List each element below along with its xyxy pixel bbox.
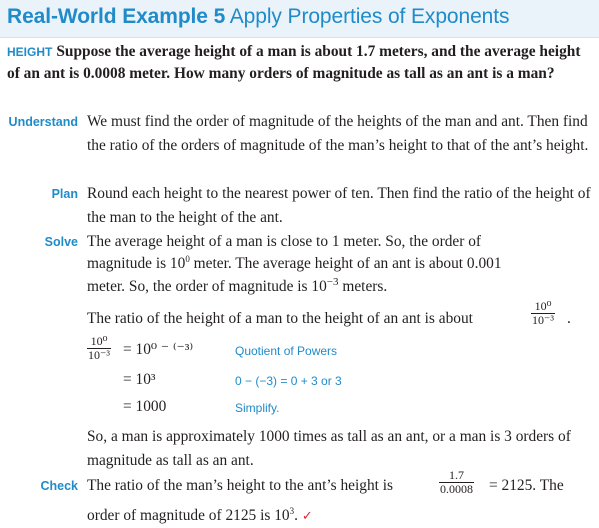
calc-step-3: = 1000 [123, 398, 167, 415]
calc-note-1: Quotient of Powers [235, 344, 338, 358]
calc-step-2: = 10³ [123, 371, 156, 388]
check-line-1b: = 2125. The [489, 477, 564, 494]
understand-text: We must find the order of magnitude of the heights of the man and ant. Then find the ratio of the orders of magnitude of the man’s height to that of the ant’s height. [87, 113, 589, 154]
check-line-2: order of magnitude of 2125 is $10^3$. ✓ [87, 505, 313, 524]
calc-fraction [87, 335, 111, 362]
example-topic: Apply Properties of Exponents [229, 5, 510, 28]
check-label: Check [40, 479, 78, 493]
ratio-numerator: 10⁰ [531, 300, 555, 314]
problem-statement [7, 41, 592, 85]
check-mark-icon: ✓ [301, 509, 313, 524]
calc-denominator: 10⁻³ [88, 348, 110, 362]
ratio-period: . [567, 310, 571, 327]
check-line-1a: The ratio of the man’s height to the ant’s height is [87, 477, 394, 494]
calc-numerator: 10⁰ [87, 335, 111, 349]
plan-text: Round each height to the nearest power of ten. Then find the ratio of the height of the man to the height of the ant. [87, 185, 591, 226]
example-header [0, 0, 599, 38]
check-denominator: 0.0008 [440, 482, 473, 496]
solve-conclusion: So, a man is approximately 1000 times as tall as an ant, or a man is 3 orders of magnitude as tall as an ant. [87, 428, 571, 469]
example-title [7, 5, 509, 29]
solve-label: Solve [44, 235, 78, 249]
problem-tag: HEIGHT [7, 45, 53, 59]
check-fraction [439, 469, 474, 496]
solve-line-1: The average height of a man is close to 1 meter. So, the order of [87, 233, 482, 250]
understand-label: Understand [8, 115, 78, 129]
check-numerator: 1.7 [439, 469, 474, 483]
solve-line-2: magnitude is $10^0$ meter. The average height of an ant is about 0.001 [87, 253, 502, 272]
calc-note-2: 0 − (−3) = 0 + 3 or 3 [235, 374, 342, 388]
solve-line-3: meter. So, the order of magnitude is $10^{-3}$ meters. [87, 275, 388, 295]
problem-text: Suppose the average height of a man is about 1.7 meters, and the average height of an ant is 0.0008 meter. How many orders of magnitude as tall as an ant is a man? [7, 43, 581, 82]
example-number: Real-World Example 5 [7, 5, 226, 28]
ratio-sentence: The ratio of the height of a man to the height of an ant is about [87, 310, 473, 327]
plan-label: Plan [51, 187, 78, 201]
calc-note-3: Simplify. [235, 401, 280, 415]
calc-step-1: = 10⁰ ⁻ ⁽⁻³⁾ [123, 341, 194, 358]
ratio-fraction [531, 300, 555, 327]
ratio-denominator: 10⁻³ [532, 313, 554, 327]
